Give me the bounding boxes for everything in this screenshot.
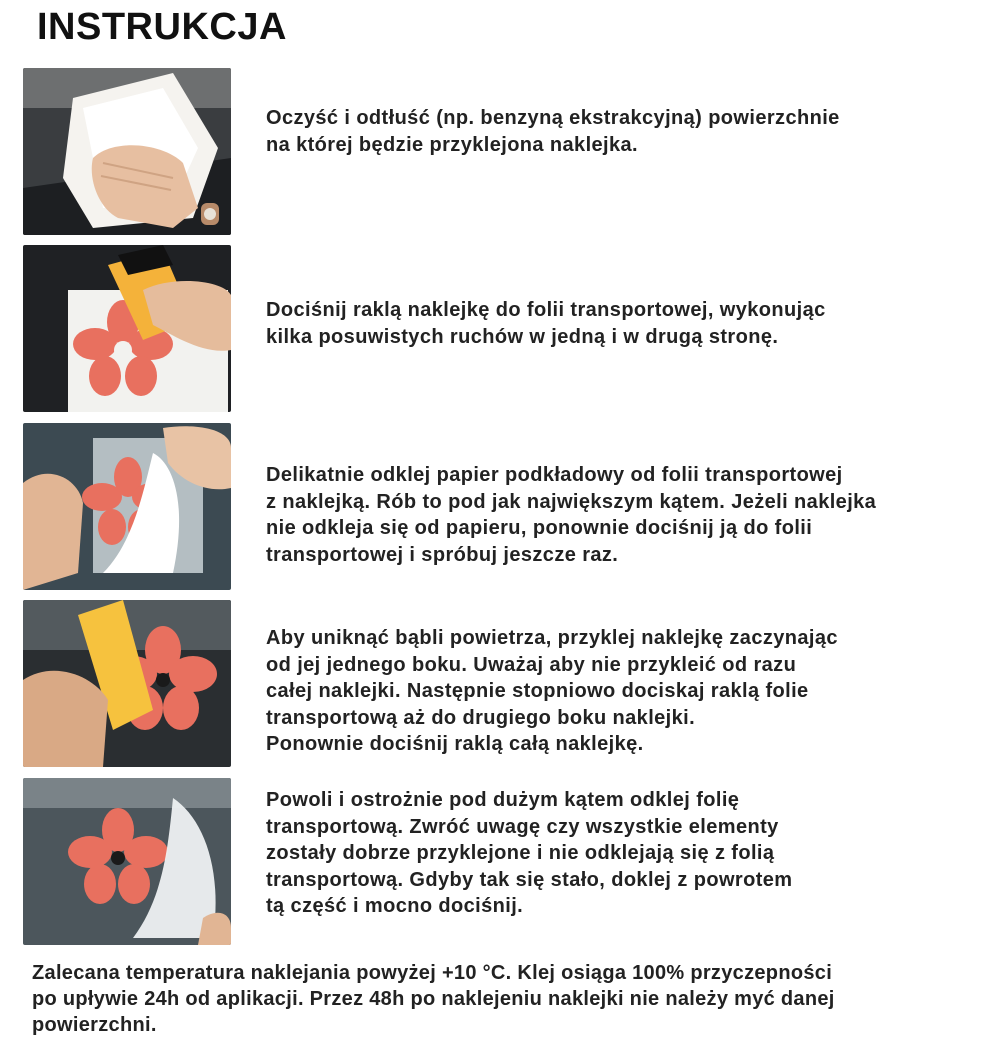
footer-note: Zalecana temperatura naklejania powyżej +10 °C. Klej osiąga 100% przyczepności po upływie 24h od aplikacji. Przez 48h po naklejeniu naklejki nie należy myć danej powierzchni.	[32, 962, 835, 1036]
step-4-text: Aby uniknąć bąbli powietrza, przyklej naklejkę zaczynając od jej jednego boku. Uważaj aby nie przykleić od razu całej naklejki. Następnie stopniowo dociskaj raklą folie transportową aż do drugiego boku naklejki. Ponownie dociśnij raklą całą naklejkę.	[266, 627, 838, 755]
peeling-backing-paper-photo	[23, 423, 231, 590]
step-5-text: Powoli i ostrożnie pod dużym kątem odklej folię transportową. Zwróć uwagę czy wszystkie elementy zostały dobrze przyklejone i nie odklejają się z folią transportową. Gdyby tak się stało, doklej z powrotem tą część i mocno dociśnij.	[266, 789, 793, 917]
removing-transfer-tape-photo	[23, 778, 231, 945]
page-title: INSTRUKCJA	[37, 6, 287, 48]
step-2-text: Dociśnij raklą naklejkę do folii transportowej, wykonując kilka posuwistych ruchów w jedną i w drugą stronę.	[266, 299, 826, 348]
step-1-text: Oczyść i odtłuść (np. benzyną ekstrakcyjną) powierzchnie na której będzie przyklejona naklejka.	[266, 107, 840, 156]
squeegee-pressing-photo	[23, 245, 231, 412]
cleaning-surface-photo	[23, 68, 231, 235]
applying-decal-photo	[23, 600, 231, 767]
step-3-text: Delikatnie odklej papier podkładowy od folii transportowej z naklejką. Rób to pod jak największym kątem. Jeżeli naklejka nie odkleja się od papieru, ponownie dociśnij ją do folii transportowej i spróbuj jeszcze raz.	[266, 464, 877, 566]
